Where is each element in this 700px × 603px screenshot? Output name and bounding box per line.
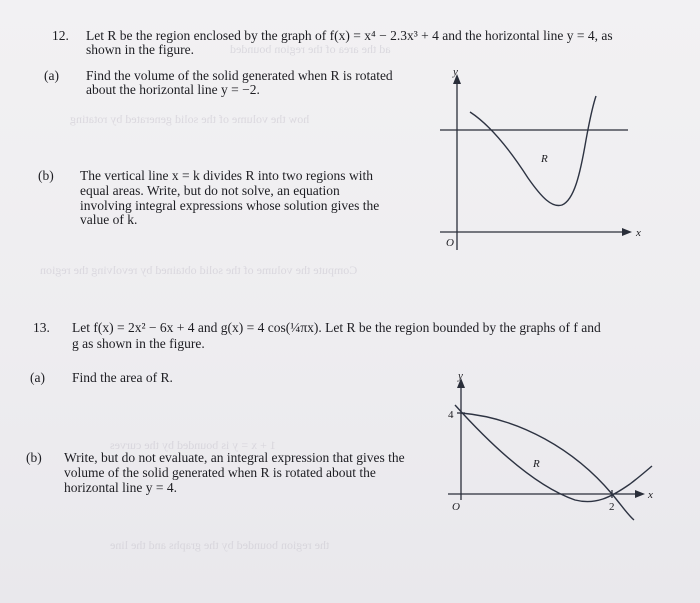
problem-13-part-b-line1: Write, but do not evaluate, an integral expression that gives the — [64, 450, 405, 465]
bleed-through-text: the region bounded by the graphs and the line — [110, 538, 330, 552]
problem-13-part-b-label: (b) — [26, 450, 42, 465]
y-axis-label: y — [458, 370, 463, 382]
problem-13-part-b-line3: horizontal line y = 4. — [64, 480, 177, 495]
problem-12-part-b-line3: involving integral expressions whose solution gives the — [80, 198, 380, 213]
problem-12-number: 12. — [52, 28, 69, 43]
problem-13-part-a-line1: Find the area of R. — [72, 370, 173, 385]
problem-13-part-b-line2: volume of the solid generated when R is rotated about the — [64, 465, 376, 480]
bleed-through-text: 1 + x = y is bounded by the curves — [110, 438, 276, 452]
problem-13-stem-line2: g as shown in the figure. — [72, 336, 205, 351]
problem-12-stem-line1: Let R be the region enclosed by the graph of f(x) = x⁴ − 2.3x³ + 4 and the horizontal line y = 4, as — [86, 28, 613, 43]
bleed-through-text: ad the area of the region bounded — [230, 42, 391, 56]
x-axis-label: x — [648, 489, 653, 501]
problem-13-part-a-label: (a) — [30, 370, 45, 385]
x-tick-label: 2 — [609, 501, 615, 513]
region-label: R — [541, 153, 548, 165]
problem-12-part-b-line1: The vertical line x = k divides R into two regions with — [80, 168, 373, 183]
problem-12-part-a-line2: about the horizontal line y = −2. — [86, 82, 260, 97]
problem-12-stem-line2: shown in the figure. — [86, 42, 194, 57]
origin-label: O — [446, 237, 454, 249]
bleed-through-text: how the volume of the solid generated by rotating — [70, 112, 310, 126]
x-axis-label: x — [636, 227, 641, 239]
problem-13-number: 13. — [33, 320, 50, 335]
bleed-through-text: Compute the volume of the solid obtained by revolving the region — [40, 263, 358, 277]
y-tick-label: 4 — [448, 409, 454, 421]
problem-12-part-b-line2: equal areas. Write, but do not solve, an equation — [80, 183, 340, 198]
origin-label: O — [452, 501, 460, 513]
y-axis-label: y — [453, 66, 458, 78]
problem-12-part-a-line1: Find the volume of the solid generated when R is rotated — [86, 68, 393, 83]
region-label: R — [533, 458, 540, 470]
problem-12-part-b-label: (b) — [38, 168, 54, 183]
problem-12-part-a-label: (a) — [44, 68, 59, 83]
x-axis-arrow — [635, 490, 645, 498]
problem-12-part-b-line4: value of k. — [80, 212, 138, 227]
parabola-curve — [455, 405, 652, 502]
problem-13-stem-line1: Let f(x) = 2x² − 6x + 4 and g(x) = 4 cos(¼πx). Let R be the region bounded by the graphs of f and — [72, 320, 601, 335]
